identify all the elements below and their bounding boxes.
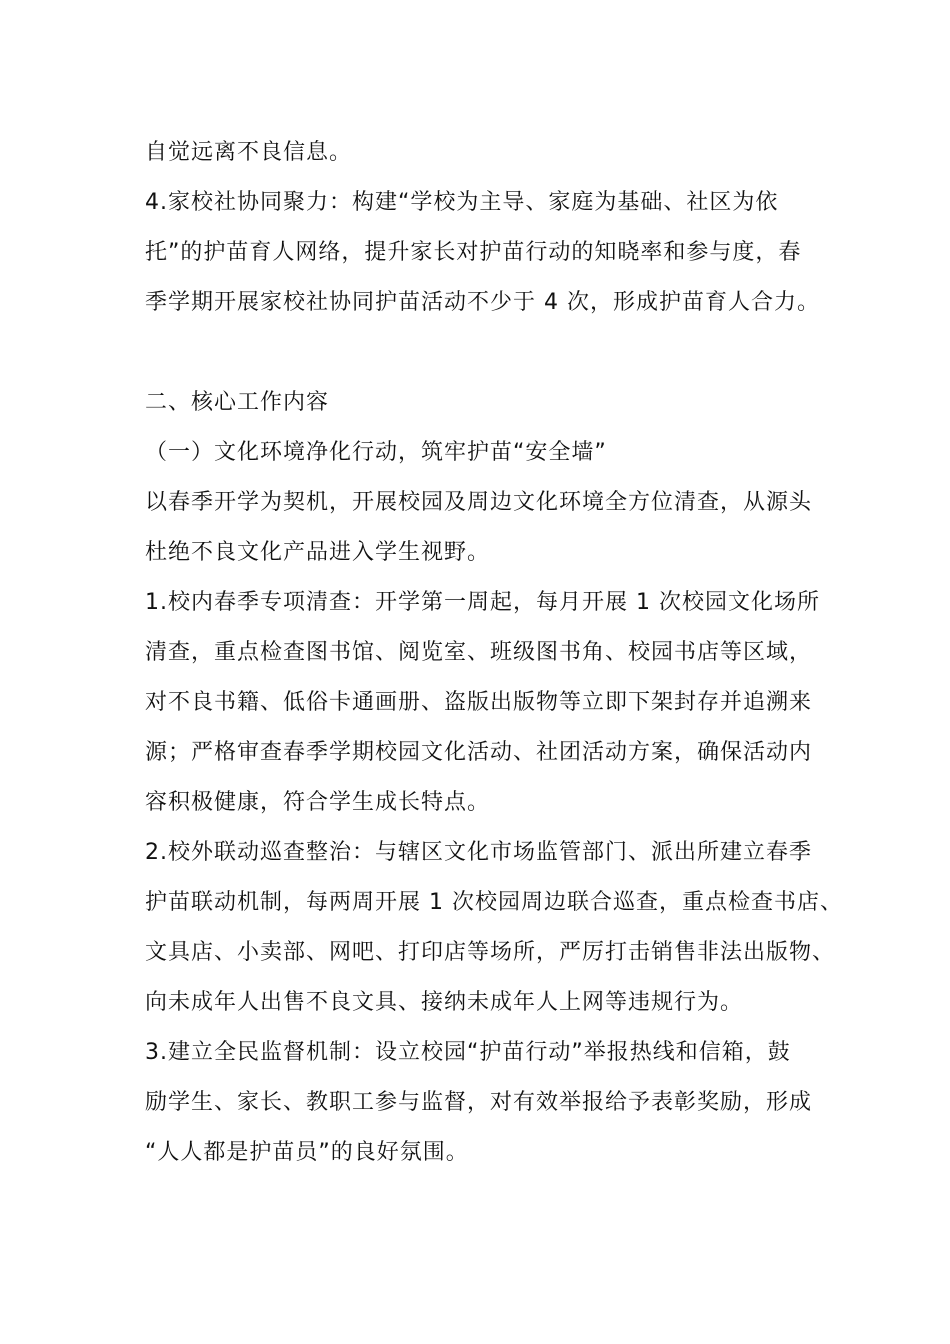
paragraph-line: 清查，重点检查图书馆、阅览室、班级图书角、校园书店等区域，	[145, 640, 813, 665]
paragraph-line: 季学期开展家校社协同护苗活动不少于 4 次，形成护苗育人合力。	[145, 290, 820, 315]
paragraph-line: 向未成年人出售不良文具、接纳未成年人上网等违规行为。	[145, 990, 744, 1015]
section-heading: 二、核心工作内容	[145, 390, 330, 415]
paragraph-line: 对不良书籍、低俗卡通画册、盗版出版物等立即下架封存并追溯来	[145, 690, 813, 715]
paragraph-line: 4.家校社协同聚力：构建“学校为主导、家庭为基础、社区为依	[145, 190, 779, 215]
paragraph-line: 容积极健康，符合学生成长特点。	[145, 790, 491, 815]
paragraph-line: 2.校外联动巡查整治：与辖区文化市场监管部门、派出所建立春季	[145, 840, 812, 865]
document-body	[145, 128, 843, 1178]
paragraph-line: 1.校内春季专项清查：开学第一周起，每月开展 1 次校园文化场所	[145, 590, 820, 615]
blank-line	[145, 328, 835, 378]
paragraph-line: 托”的护苗育人网络，提升家长对护苗行动的知晓率和参与度，春	[145, 240, 802, 265]
paragraph-line: 源；严格审查春季学期校园文化活动、社团活动方案，确保活动内	[145, 740, 813, 765]
paragraph-line: 文具店、小卖部、网吧、打印店等场所，严厉打击销售非法出版物、	[145, 940, 836, 965]
paragraph-line: 杜绝不良文化产品进入学生视野。	[145, 540, 491, 565]
paragraph-line: 护苗联动机制，每两周开展 1 次校园周边联合巡查，重点检查书店、	[145, 890, 843, 915]
paragraph-line: “人人都是护苗员”的良好氛围。	[145, 1140, 469, 1165]
paragraph-line: 以春季开学为契机，开展校园及周边文化环境全方位清查，从源头	[145, 490, 813, 515]
paragraph-line: 自觉远离不良信息。	[145, 140, 353, 165]
paragraph-line: 励学生、家长、教职工参与监督，对有效举报给予表彰奖励，形成	[145, 1090, 813, 1115]
paragraph-line: 3.建立全民监督机制：设立校园“护苗行动”举报热线和信箱，鼓	[145, 1040, 791, 1065]
subsection-heading: （一）文化环境净化行动，筑牢护苗“安全墙”	[145, 440, 607, 465]
